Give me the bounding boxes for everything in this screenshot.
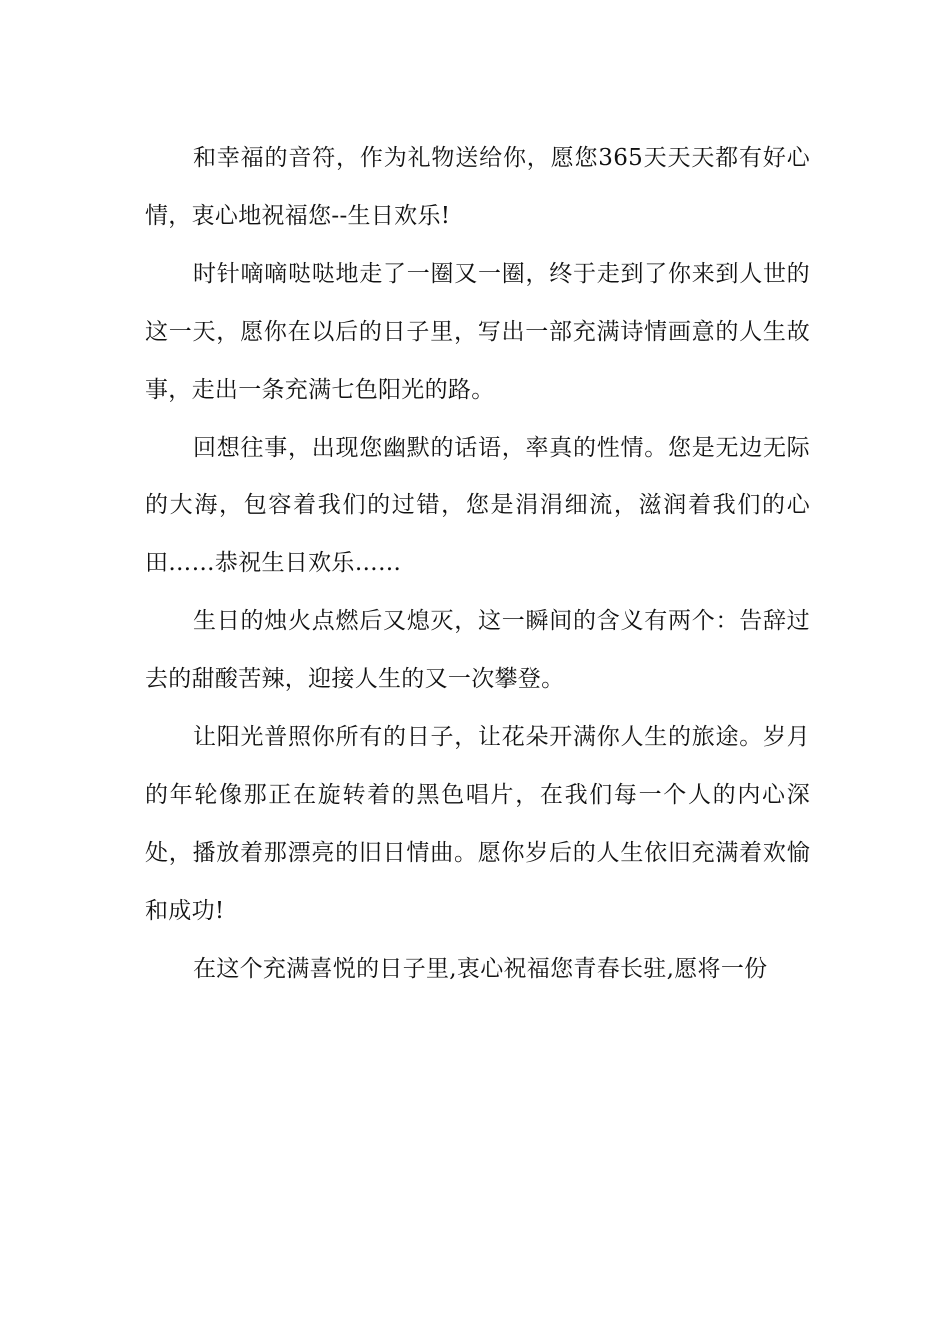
paragraph-3: 回想往事，出现您幽默的话语，率真的性情。您是无边无际的大海，包容着我们的过错，您是涓涓细流，滋润着我们的心田……恭祝生日欢乐……	[145, 434, 810, 577]
paragraph-4: 生日的烛火点燃后又熄灭，这一瞬间的含义有两个：告辞过去的甜酸苦辣，迎接人生的又一次攀登。	[145, 608, 810, 693]
paragraph-5: 让阳光普照你所有的日子，让花朵开满你人生的旅途。岁月的年轮像那正在旋转着的黑色唱片，在我们每一个人的内心深处，播放着那漂亮的旧日情曲。愿你岁后的人生依旧充满着欢愉和成功!	[145, 724, 810, 924]
paragraph-2: 时针嘀嘀哒哒地走了一圈又一圈，终于走到了你来到人世的这一天，愿你在以后的日子里，写出一部充满诗情画意的人生故事，走出一条充满七色阳光的路。	[145, 260, 810, 403]
document-body	[145, 130, 810, 999]
paragraph-6: 在这个充满喜悦的日子里,衷心祝福您青春长驻,愿将一份	[193, 955, 768, 982]
paragraph-1: 和幸福的音符，作为礼物送给你，愿您365天天天都有好心情，衷心地祝福您--生日欢乐!	[145, 145, 810, 229]
